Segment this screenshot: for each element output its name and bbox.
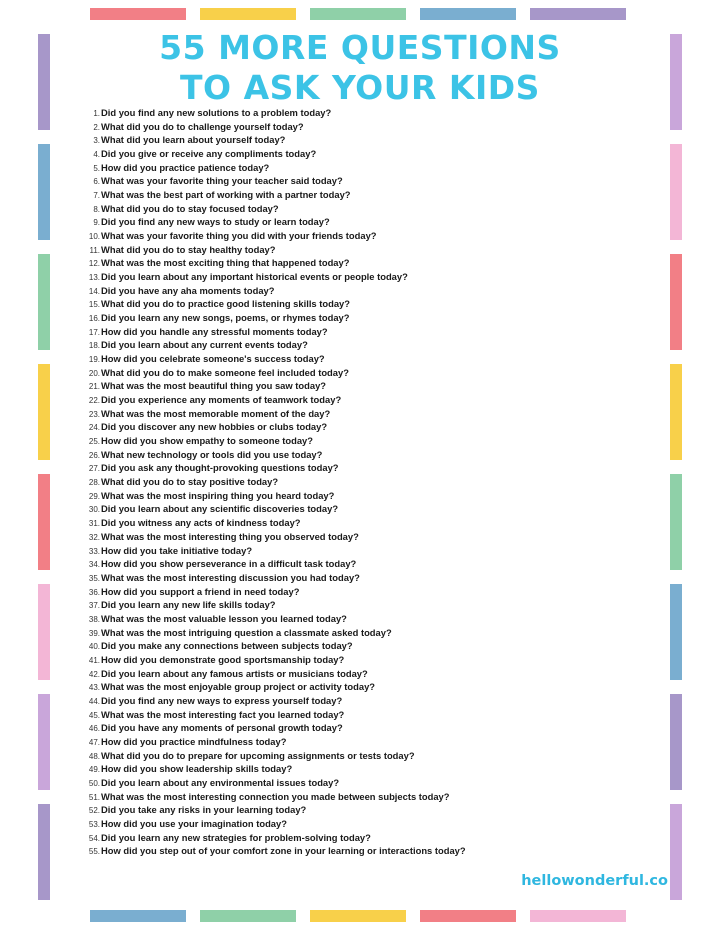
question-item xyxy=(84,393,644,407)
question-text: Did you have any aha moments today? xyxy=(101,284,275,296)
question-text: How did you handle any stressful moments today? xyxy=(101,325,328,337)
question-number: 39. xyxy=(88,628,100,638)
question-item xyxy=(84,284,644,298)
question-item xyxy=(84,557,644,571)
question-item xyxy=(84,530,644,544)
question-item xyxy=(84,585,644,599)
left-border-bar-light-purple xyxy=(38,694,50,790)
left-border-bar-green xyxy=(38,254,50,350)
question-number: 27. xyxy=(88,464,100,474)
question-item xyxy=(84,598,644,612)
question-item xyxy=(84,844,644,858)
question-number: 48. xyxy=(88,751,100,761)
question-number: 28. xyxy=(88,478,100,488)
question-text: How did you use your imagination today? xyxy=(101,817,287,829)
bottom-border-bar-blue xyxy=(90,910,186,922)
question-number: 1. xyxy=(93,109,100,118)
question-number: 31. xyxy=(88,519,100,529)
question-text: What was the best part of working with a partner today? xyxy=(101,189,351,201)
question-text: How did you practice patience today? xyxy=(101,161,270,173)
question-item xyxy=(84,297,644,311)
question-text: How did you show empathy to someone today? xyxy=(101,435,313,447)
question-number: 54. xyxy=(88,833,100,843)
question-item xyxy=(84,502,644,516)
question-item xyxy=(84,147,644,161)
question-item xyxy=(84,366,644,380)
top-border-bar-blue xyxy=(420,8,516,20)
question-item xyxy=(84,735,644,749)
question-text: What was the most exciting thing that happened today? xyxy=(101,257,350,269)
question-text: What was the most interesting fact you learned today? xyxy=(101,708,345,720)
question-item xyxy=(84,120,644,134)
question-number: 36. xyxy=(88,587,100,597)
question-text: Did you learn about any current events today? xyxy=(101,339,308,351)
question-number: 16. xyxy=(88,314,100,324)
question-text: What was the most interesting thing you observed today? xyxy=(101,530,359,542)
question-text: Did you learn about any famous artists or musicians today? xyxy=(101,667,368,679)
right-border-bar-green xyxy=(670,474,682,570)
question-text: What did you do to stay focused today? xyxy=(101,202,279,214)
question-item xyxy=(84,379,644,393)
question-number: 17. xyxy=(88,327,100,337)
question-number: 22. xyxy=(88,396,100,406)
question-item xyxy=(84,270,644,284)
question-number: 50. xyxy=(88,778,100,788)
question-number: 35. xyxy=(88,573,100,583)
question-text: How did you celebrate someone's success today? xyxy=(101,353,325,365)
question-number: 11. xyxy=(89,245,100,255)
question-item xyxy=(84,612,644,626)
question-number: 42. xyxy=(88,669,100,679)
question-item xyxy=(84,571,644,585)
right-border-bar-pink xyxy=(670,254,682,350)
question-text: Did you learn any new strategies for problem-solving today? xyxy=(101,831,371,843)
question-number: 52. xyxy=(88,806,100,816)
question-text: What was your favorite thing your teacher said today? xyxy=(101,175,343,187)
question-number: 8. xyxy=(93,204,100,214)
question-number: 23. xyxy=(88,409,100,419)
bottom-border-bar-pink xyxy=(420,910,516,922)
question-number: 5. xyxy=(93,163,100,173)
question-number: 41. xyxy=(88,655,100,665)
question-item xyxy=(84,762,644,776)
right-border-bar-light-purple-2 xyxy=(670,804,682,900)
question-item xyxy=(84,803,644,817)
question-text: How did you demonstrate good sportsmanship today? xyxy=(101,653,345,665)
question-number: 2. xyxy=(93,122,100,132)
title-line-1: 55 MORE QUESTIONS xyxy=(159,28,561,67)
brand-footer: hellowonderful.co xyxy=(521,873,668,889)
question-number: 10. xyxy=(88,232,100,242)
question-number: 26. xyxy=(88,450,100,460)
question-number: 38. xyxy=(88,614,100,624)
question-text: How did you practice mindfulness today? xyxy=(101,735,287,747)
question-number: 20. xyxy=(88,368,100,378)
question-item xyxy=(84,325,644,339)
question-number: 32. xyxy=(88,532,100,542)
question-list xyxy=(84,106,644,858)
question-item xyxy=(84,489,644,503)
question-item xyxy=(84,338,644,352)
question-text: What did you learn about yourself today? xyxy=(101,134,286,146)
left-border-bar-blue xyxy=(38,144,50,240)
question-text: Did you learn about any scientific discoveries today? xyxy=(101,503,339,515)
question-number: 4. xyxy=(93,150,100,160)
question-text: Did you witness any acts of kindness today? xyxy=(101,517,301,529)
question-text: How did you support a friend in need today? xyxy=(101,585,300,597)
question-number: 13. xyxy=(88,273,100,283)
question-item xyxy=(84,229,644,243)
question-item xyxy=(84,776,644,790)
top-border-bar-green xyxy=(310,8,406,20)
question-text: Did you take any risks in your learning today? xyxy=(101,804,307,816)
top-border-bar-purple xyxy=(530,8,626,20)
question-text: How did you show perseverance in a difficult task today? xyxy=(101,558,357,570)
question-number: 21. xyxy=(88,382,100,392)
question-number: 25. xyxy=(88,437,100,447)
question-number: 18. xyxy=(88,341,100,351)
question-number: 43. xyxy=(88,683,100,693)
question-text: What was your favorite thing you did with your friends today? xyxy=(101,230,377,242)
right-border-bar-blue xyxy=(670,584,682,680)
question-number: 49. xyxy=(88,765,100,775)
left-border-bar-pink xyxy=(38,474,50,570)
question-number: 6. xyxy=(93,177,100,187)
question-item xyxy=(84,461,644,475)
question-item xyxy=(84,626,644,640)
title-line-2: TO ASK YOUR KIDS xyxy=(180,68,540,107)
question-item xyxy=(84,407,644,421)
question-number: 47. xyxy=(88,737,100,747)
question-item xyxy=(84,544,644,558)
question-text: What did you do to make someone feel included today? xyxy=(101,366,349,378)
question-text: What was the most memorable moment of the day? xyxy=(101,407,331,419)
question-item xyxy=(84,721,644,735)
question-text: Did you learn about any important historical events or people today? xyxy=(101,271,408,283)
question-text: What new technology or tools did you use today? xyxy=(101,448,323,460)
question-number: 29. xyxy=(88,491,100,501)
question-number: 3. xyxy=(93,136,100,146)
question-number: 19. xyxy=(88,355,100,365)
question-text: What was the most interesting connection you made between subjects today? xyxy=(101,790,450,802)
question-item xyxy=(84,516,644,530)
question-text: How did you step out of your comfort zone in your learning or interactions today? xyxy=(101,845,466,857)
question-number: 55. xyxy=(88,847,100,857)
question-item xyxy=(84,215,644,229)
bottom-border-bar-yellow xyxy=(310,910,406,922)
question-text: What did you do to challenge yourself today? xyxy=(101,120,304,132)
question-item xyxy=(84,243,644,257)
page-title xyxy=(0,28,720,108)
question-text: Did you discover any new hobbies or clubs today? xyxy=(101,421,328,433)
question-text: What did you do to practice good listening skills today? xyxy=(101,298,350,310)
question-item xyxy=(84,256,644,270)
question-text: What was the most interesting discussion you had today? xyxy=(101,571,360,583)
question-number: 12. xyxy=(88,259,100,269)
question-text: What did you do to stay positive today? xyxy=(101,476,279,488)
question-item xyxy=(84,475,644,489)
question-number: 14. xyxy=(88,286,100,296)
question-text: What did you do to prepare for upcoming assignments or tests today? xyxy=(101,749,415,761)
question-item xyxy=(84,749,644,763)
right-border-bar-purple xyxy=(670,694,682,790)
question-text: Did you have any moments of personal growth today? xyxy=(101,722,343,734)
question-number: 46. xyxy=(88,724,100,734)
question-text: What was the most enjoyable group project or activity today? xyxy=(101,681,376,693)
question-text: Did you find any new solutions to a problem today? xyxy=(101,107,332,118)
question-number: 40. xyxy=(88,642,100,652)
question-text: Did you experience any moments of teamwork today? xyxy=(101,394,342,406)
right-border-bar-yellow xyxy=(670,364,682,460)
top-border-bar-pink xyxy=(90,8,186,20)
question-item xyxy=(84,639,644,653)
question-item xyxy=(84,174,644,188)
top-border-bar-yellow xyxy=(200,8,296,20)
question-text: What was the most beautiful thing you saw today? xyxy=(101,380,327,392)
question-text: Did you learn any new songs, poems, or rhymes today? xyxy=(101,312,350,324)
question-text: How did you show leadership skills today? xyxy=(101,763,293,775)
question-item xyxy=(84,667,644,681)
question-text: Did you learn about any environmental issues today? xyxy=(101,776,340,788)
question-text: What was the most valuable lesson you learned today? xyxy=(101,612,347,624)
question-number: 15. xyxy=(88,300,100,310)
bottom-border-bar-light-pink xyxy=(530,910,626,922)
question-text: Did you learn any new life skills today? xyxy=(101,599,276,611)
question-number: 45. xyxy=(88,710,100,720)
question-item xyxy=(84,790,644,804)
question-item xyxy=(84,188,644,202)
question-item xyxy=(84,133,644,147)
question-item xyxy=(84,680,644,694)
question-number: 44. xyxy=(88,696,100,706)
question-item xyxy=(84,434,644,448)
question-text: Did you ask any thought-provoking questions today? xyxy=(101,462,339,474)
question-text: How did you take initiative today? xyxy=(101,544,253,556)
question-item xyxy=(84,708,644,722)
question-text: Did you find any new ways to express yourself today? xyxy=(101,694,343,706)
question-number: 9. xyxy=(93,218,100,228)
question-item xyxy=(84,106,644,120)
question-number: 37. xyxy=(88,601,100,611)
question-number: 24. xyxy=(88,423,100,433)
question-item xyxy=(84,653,644,667)
question-number: 34. xyxy=(88,560,100,570)
question-text: Did you find any new ways to study or learn today? xyxy=(101,216,330,228)
question-item xyxy=(84,420,644,434)
left-border-bar-yellow xyxy=(38,364,50,460)
question-text: Did you give or receive any compliments today? xyxy=(101,148,317,160)
question-item xyxy=(84,817,644,831)
question-text: What did you do to stay healthy today? xyxy=(101,243,276,255)
question-item xyxy=(84,694,644,708)
question-item xyxy=(84,352,644,366)
question-item xyxy=(84,161,644,175)
question-item xyxy=(84,448,644,462)
question-item xyxy=(84,311,644,325)
question-item xyxy=(84,202,644,216)
left-border-bar-light-pink xyxy=(38,584,50,680)
question-number: 7. xyxy=(93,191,100,201)
question-number: 30. xyxy=(88,505,100,515)
question-text: What was the most inspiring thing you heard today? xyxy=(101,489,335,501)
bottom-border-bar-green xyxy=(200,910,296,922)
left-border-bar-purple-2 xyxy=(38,804,50,900)
question-number: 33. xyxy=(88,546,100,556)
question-number: 53. xyxy=(88,819,100,829)
question-number: 51. xyxy=(88,792,100,802)
question-text: Did you make any connections between subjects today? xyxy=(101,640,353,652)
right-border-bar-light-pink xyxy=(670,144,682,240)
question-item xyxy=(84,831,644,845)
question-text: What was the most intriguing question a classmate asked today? xyxy=(101,626,392,638)
